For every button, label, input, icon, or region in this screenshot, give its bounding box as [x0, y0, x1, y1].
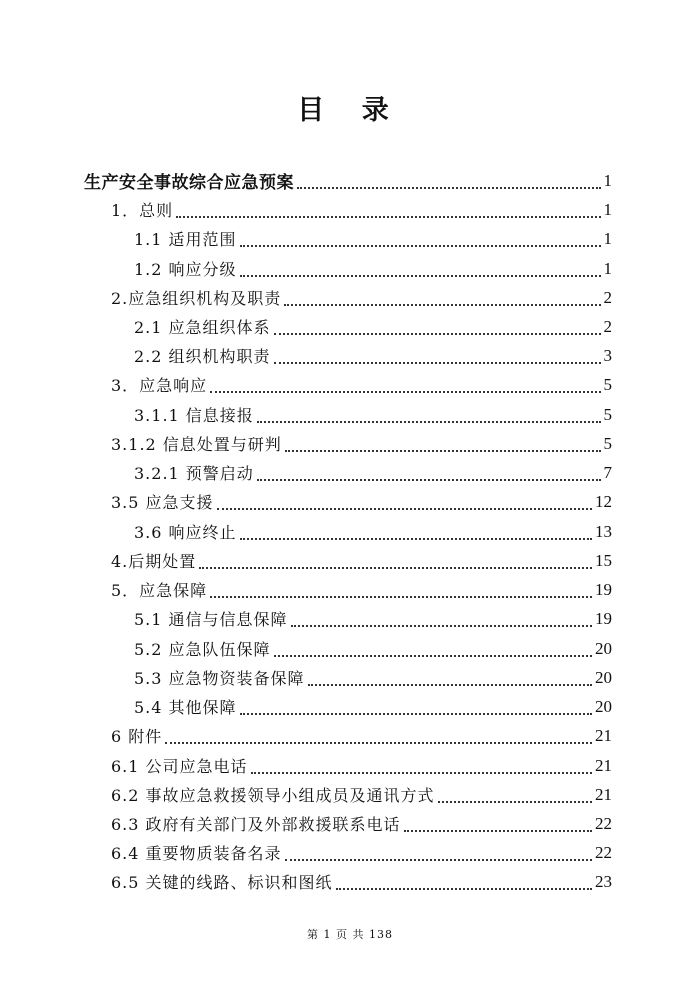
toc-entry[interactable] [84, 166, 612, 195]
toc-entry[interactable] [111, 575, 612, 604]
toc-entry[interactable] [134, 341, 612, 370]
toc-entry-label: 6.1 公司应急电话 [111, 757, 248, 776]
toc-entry-page: 12 [595, 491, 612, 511]
dot-leader [240, 713, 592, 715]
toc-entry-page: 15 [595, 550, 612, 570]
toc-entry-page: 5 [603, 433, 612, 453]
toc-entry-page: 13 [595, 521, 612, 541]
toc-entry-label: 5．应急保障 [111, 581, 208, 600]
dot-leader [210, 391, 600, 393]
toc-entry-label: 5.4 其他保障 [134, 698, 237, 717]
toc-entry[interactable] [134, 634, 612, 663]
toc-entry-label: 6.3 政府有关部门及外部救援联系电话 [111, 815, 401, 834]
toc-entry-page: 2 [603, 316, 612, 336]
toc-entry-label: 6.5 关键的线路、标识和图纸 [111, 873, 333, 892]
toc-entry-page: 19 [595, 608, 612, 628]
toc-entry-label: 3.6 响应终止 [134, 523, 237, 542]
dot-leader [274, 333, 601, 335]
toc-entry[interactable] [134, 224, 612, 253]
dot-leader [257, 421, 601, 423]
toc-entry[interactable] [134, 692, 612, 721]
dot-leader [297, 187, 601, 189]
toc-entry-page: 20 [595, 667, 612, 687]
page-footer: 第 1 页 共 138 [307, 928, 393, 941]
toc-entry-page: 21 [595, 725, 612, 745]
dot-leader [199, 567, 592, 569]
toc-entry[interactable] [111, 751, 612, 780]
toc-entry-label: 2.2 组织机构职责 [134, 347, 271, 366]
toc-entry-label: 1.2 响应分级 [134, 260, 237, 279]
dot-leader [285, 859, 592, 861]
toc-entry-page: 22 [595, 842, 612, 862]
toc-entry[interactable] [134, 663, 612, 692]
toc-entry[interactable] [111, 370, 612, 399]
toc-entry-page: 23 [595, 871, 612, 891]
toc-entry[interactable] [134, 400, 612, 429]
toc-entry-label: 3.2.1 预警启动 [134, 464, 254, 483]
dot-leader [404, 830, 592, 832]
dot-leader [251, 772, 592, 774]
toc-entry-page: 1 [603, 170, 612, 190]
dot-leader [240, 538, 592, 540]
toc-entry-label: 6 附件 [111, 727, 163, 746]
toc-entry-label: 5.1 通信与信息保障 [134, 610, 288, 629]
toc-entry-page: 21 [595, 755, 612, 775]
toc-entry[interactable] [134, 458, 612, 487]
toc-entry-label: 2.应急组织机构及职责 [111, 289, 282, 308]
toc-entry[interactable] [134, 254, 612, 283]
toc-entry-label: 3.1.1 信息接报 [134, 406, 254, 425]
toc-entry-label: 6.2 事故应急救援领导小组成员及通讯方式 [111, 786, 435, 805]
dot-leader [240, 275, 601, 277]
dot-leader [217, 508, 592, 510]
toc-entry-label: 1．总则 [111, 201, 174, 220]
toc-entry-label: 3.1.2 信息处置与研判 [111, 435, 282, 454]
dot-leader [291, 625, 592, 627]
toc-entry-label: 生产安全事故综合应急预案 [84, 173, 294, 193]
toc-entry-label: 1.1 适用范围 [134, 230, 237, 249]
toc-entry-page: 1 [603, 199, 612, 219]
toc-entry[interactable] [134, 517, 612, 546]
toc-entry-label: 4.后期处置 [111, 552, 197, 571]
toc-entry-page: 5 [603, 374, 612, 394]
toc-entry-label: 3．应急响应 [111, 376, 208, 395]
dot-leader [210, 596, 592, 598]
toc-entry-label: 5.3 应急物资装备保障 [134, 669, 305, 688]
toc-entry-page: 1 [603, 228, 612, 248]
toc-entry[interactable] [111, 809, 612, 838]
dot-leader [274, 362, 601, 364]
toc-entry-page: 21 [595, 784, 612, 804]
page-title: 目 录 [297, 95, 403, 126]
toc-entry-label: 6.4 重要物质装备名录 [111, 844, 282, 863]
dot-leader [438, 801, 592, 803]
toc-entry[interactable] [111, 780, 612, 809]
dot-leader [274, 655, 592, 657]
dot-leader [257, 479, 601, 481]
toc-entry[interactable] [111, 721, 612, 750]
toc-entry-page: 3 [603, 345, 612, 365]
dot-leader [308, 684, 592, 686]
toc-entry[interactable] [111, 546, 612, 575]
dot-leader [336, 888, 592, 890]
toc-entry-page: 5 [603, 404, 612, 424]
dot-leader [284, 304, 600, 306]
dot-leader [240, 245, 601, 247]
toc-entry[interactable] [134, 604, 612, 633]
toc-entry[interactable] [111, 195, 612, 224]
dot-leader [176, 216, 600, 218]
toc-entry-page: 20 [595, 638, 612, 658]
toc-entry[interactable] [111, 487, 612, 516]
dot-leader [285, 450, 601, 452]
toc-entry[interactable] [111, 867, 612, 896]
toc-entry[interactable] [134, 312, 612, 341]
toc-entry-page: 2 [603, 287, 612, 307]
toc-entry[interactable] [111, 283, 612, 312]
toc-entry[interactable] [111, 429, 612, 458]
toc-entry-label: 3.5 应急支援 [111, 493, 214, 512]
toc-entry-page: 7 [603, 462, 612, 482]
toc-entry-page: 1 [603, 258, 612, 278]
toc-entry-label: 2.1 应急组织体系 [134, 318, 271, 337]
dot-leader [165, 742, 592, 744]
toc-entry-page: 20 [595, 696, 612, 716]
toc-entry[interactable] [111, 838, 612, 867]
toc-entry-page: 19 [595, 579, 612, 599]
toc-entry-page: 22 [595, 813, 612, 833]
toc-entry-label: 5.2 应急队伍保障 [134, 640, 271, 659]
